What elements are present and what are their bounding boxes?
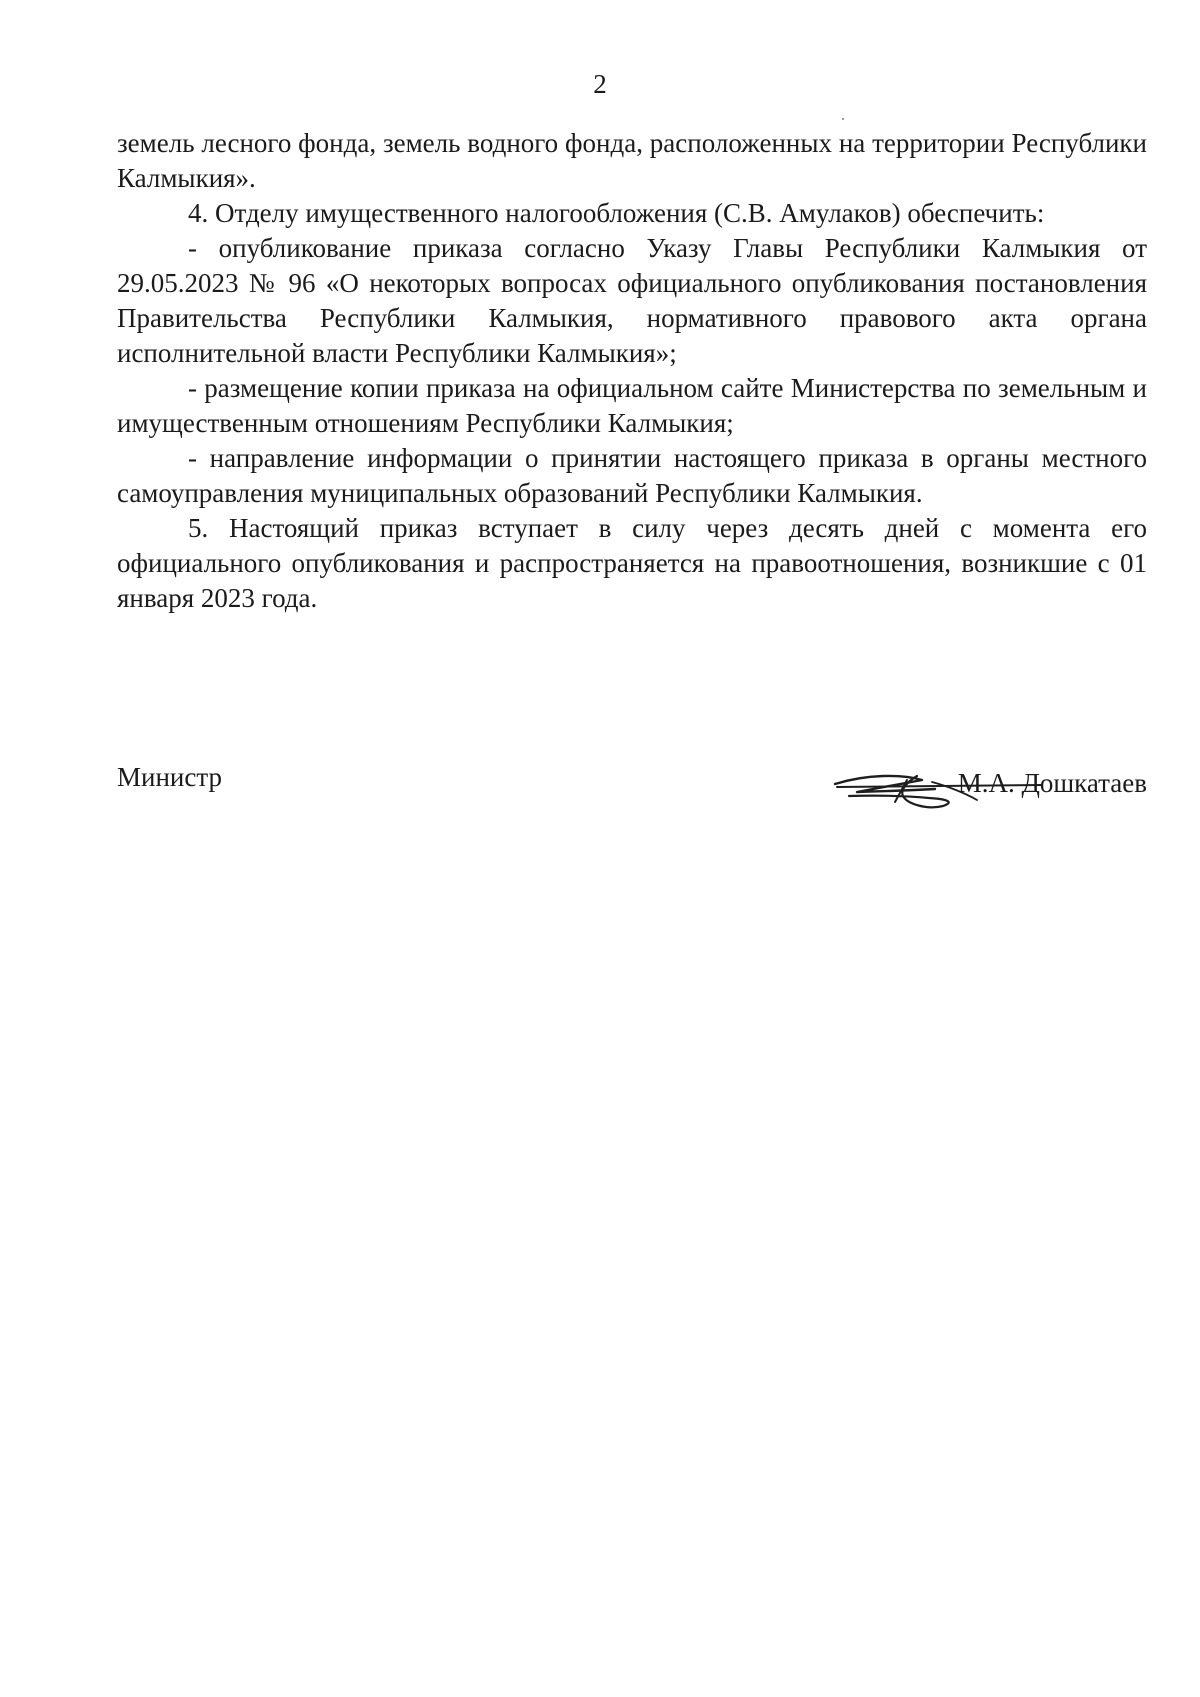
signatory-role: Министр (117, 762, 222, 792)
page-number: 2 (593, 69, 607, 99)
paragraph-continuation: земель лесного фонда, земель водного фонда, расположенных на территории Республики Калмыкия». (117, 128, 1147, 193)
scan-speck (842, 118, 844, 120)
signature-block (117, 760, 1147, 820)
paragraph-item-5: 5. Настоящий приказ вступает в силу через десять дней с момента его официального опубликования и распространяется на правоотношения, возникшие с 01 января 2023 года. (117, 513, 1147, 613)
paragraph-publication: - опубликование приказа согласно Указу Главы Республики Калмыкия от 29.05.2023 № 96 «О некоторых вопросах официального опубликования постановления Правительства Республики Калмыкия, нормативного правового акта органа исполнительной власти Республики Калмыкия»; (117, 233, 1147, 368)
paragraph-website-copy: - размещение копии приказа на официальном сайте Министерства по земельным и имущественным отношениям Республики Калмыкия; (117, 373, 1147, 438)
signatory-name: М.А. Дошкатаев (957, 768, 1147, 798)
paragraph-item-4: 4. Отделу имущественного налогообложения (С.В. Амулаков) обеспечить: (188, 198, 1045, 228)
paragraph-notify-municipalities: - направление информации о принятии настоящего приказа в органы местного самоуправления муниципальных образований Республики Калмыкия. (117, 443, 1147, 508)
document-body (117, 126, 1147, 616)
